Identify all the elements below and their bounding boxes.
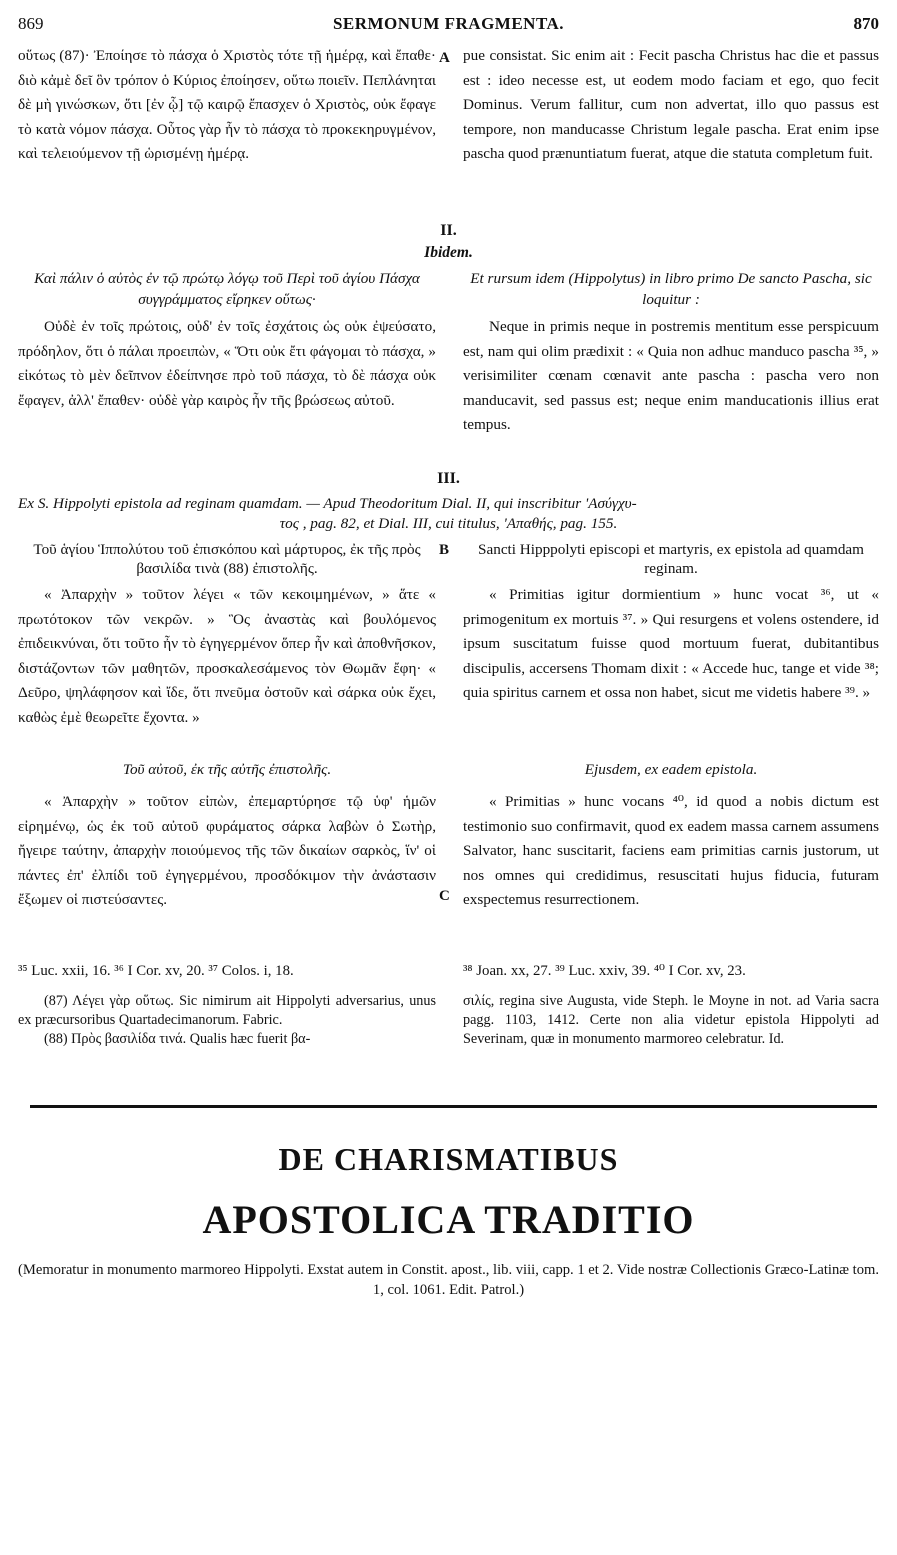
section-source-3-line2: τος , pag. 82, et Dial. III, cui titulus, 'Απαθής, pag. 155. [279, 515, 618, 532]
greek-heading-2: Καὶ πάλιν ὁ αὐτὸς ἐν τῷ πρώτῳ λόγῳ τοῦ Περὶ τοῦ ἁγίου Πάσχα συγγράμματος εἴρηκεν οὕτως· [34, 270, 420, 308]
latin-text-3b: « Primitias » hunc vocans ⁴⁰, id quod a nobis dictum est testimonio suo confirmavit, quod ex eadem massa carnem assumens Salvator, hanc suscitarit, faciens eam primitias carnis justorum, ut nos omnes qui credidimus, resuscitati hujus fiducia, futuram exspectemus resurrectionem. [463, 793, 879, 909]
right-column-number: 870 [853, 14, 879, 33]
latin-text-1: pue consistat. Sic enim ait : Fecit pascha Christus hac die et passus est : ideo necesse est, ut eodem modo faciam et ego, quo fecit Dominus. Verum fallitur, cum non advertat, illo quo passus est tempore, non manducasse Christum legale pascha. Erat enim ipse pascha quod prænuntiatum fuerat, atque die statuta completum fuit. [463, 47, 879, 163]
section-source-3-line1: Ex S. Hippolyti epistola ad reginam quamdam. — Apud Theodoritum Dial. II, qui inscribitur 'Ασύγχυ- [18, 495, 637, 512]
latin-heading-2: Et rursum idem (Hippolytus) in libro primo De sancto Pascha, sic loquitur : [470, 270, 872, 308]
section-source-2: Ibidem. [424, 244, 473, 261]
greek-heading-3b: Τοῦ αὐτοῦ, ἐκ τῆς αὐτῆς ἐπιστολῆς. [122, 761, 332, 778]
section-numeral-3: III. [437, 470, 460, 487]
latin-heading-3b: Ejusdem, ex eadem epistola. [584, 761, 758, 778]
greek-text-1: οὕτως (87)· Ἐποίησε τὸ πάσχα ὁ Χριστὸς τότε τῇ ἡμέρᾳ, καὶ ἔπαθε· διὸ κἀμὲ δεῖ ὃν τρόπον ὁ Κύριος ἐποίησεν, οὕτω ποιεῖν. Πεπλάνηται δὲ μὴ γινώσκων, ὅτι [ἐν ᾧ] τῷ καιρῷ ἔπασχεν ὁ Χριστὸς, οὐκ ἔφαγε τὸ κατὰ νόμον πάσχα. Οὗτος γὰρ ἦν τὸ πάσχα τὸ προκεκηρυγμένον, καὶ τελειούμενον τῇ ὡρισμένῃ ἡμέρᾳ. [18, 47, 436, 163]
footnote-87: (87) Λέγει γὰρ οὕτως. Sic nimirum ait Hippolyti adversarius, unus ex præcursoribus Quartadecimanorum. Fabric. [18, 993, 436, 1028]
footnote-88-continued: σιλίς, regina sive Augusta, vide Steph. le Moyne in not. ad Varia sacra pagg. 1103, 1412. Certe non alia videtur epistola Hippolyti ad Severinam, quæ in monumento marmoreo celebratur. Id. [463, 993, 879, 1047]
treatise-title-line2: APOSTOLICA TRADITIO [202, 1197, 695, 1242]
latin-heading-3: Sancti Hipppolyti episcopi et martyris, ex epistola ad quamdam reginam. [478, 541, 864, 577]
section-numeral-2: II. [440, 222, 457, 239]
running-header [18, 14, 879, 36]
greek-text-3b: « Ἀπαρχὴν » τοῦτον εἰπὼν, ἐπεμαρτύρησε τῷ ὑφ' ἡμῶν εἰρημένῳ, ὡς ἐκ τοῦ αὐτοῦ φυράματος σάρκα λαβὼν ὁ Σωτὴρ, ἤγειρε ταύτην, ἀπαρχὴν ποιούμενος τῆς τῶν δικαίων σαρκὸς, ἵν' οἱ πάντες ἐπ' ἐλπίδι τοῦ ἐγηγερμένου, προσδόκιμον τὴν ἀνάστασιν ἔξωμεν οἱ πιστεύσαντες. [18, 793, 436, 909]
treatise-title-line1: DE CHARISMATIBUS [278, 1141, 619, 1177]
running-title: SERMONUM FRAGMENTA. [332, 14, 565, 33]
greek-text-2: Οὐδὲ ἐν τοῖς πρώτοις, οὐδ' ἐν τοῖς ἐσχάτοις ὡς οὐκ ἐψεύσατο, πρόδηλον, ὅτι ὁ πάλαι προειπὼν, « Ὅτι οὐκ ἔτι φάγομαι τὸ πάσχα, » εἰκότως τὸ μὲν δεῖπνον ἐδείπνησε πρὸ τοῦ πάσχα, τὸ δὲ πάσχα οὐκ ἔφαγεν, ἀλλ' ἔπαθεν· οὐδὲ γὰρ καιρὸς ἦν τῆς βρώσεως αὐτοῦ. [18, 318, 436, 409]
latin-text-3: « Primitias igitur dormientium » hunc vocat ³⁶, ut « primogenitum ex mortuis ³⁷. » Qui resurgens et volens ostendere, id ipsum suscitatum fuisse quod mortuum fuerat, dubitantibus discipulis, accersens Thomam dixit : « Accede huc, tange et vide ³⁸; quia spiritus carnem et ossa non habet, sicut me videtis habere ³⁹. » [463, 586, 879, 702]
margin-letter-c: C [439, 888, 450, 904]
scripture-refs-right: ³⁸ Joan. xx, 27. ³⁹ Luc. xxiv, 39. ⁴⁰ I Cor. xv, 23. [463, 963, 746, 979]
latin-text-2: Neque in primis neque in postremis mentitum esse perspicuum est, nam qui olim prædixit : « Quia non adhuc manduco pascha ³⁵, » verisimiliter cœnam cœnavit ante pascha : pascha vero non manducavit, sed passus est; neque enim manducationis illius erat tempus. [463, 318, 879, 434]
left-column-number: 869 [18, 14, 44, 33]
scripture-refs-left: ³⁵ Luc. xxii, 16. ³⁶ I Cor. xv, 20. ³⁷ Colos. i, 18. [18, 963, 294, 979]
footnotes-left [18, 992, 436, 1049]
footnotes-right [463, 992, 879, 1049]
treatise-note: (Memoratur in monumento marmoreo Hippolyti. Exstat autem in Constit. apost., lib. viii, capp. 1 et 2. Vide nostræ Collectionis Græco-Latinæ tom. 1, col. 1061. Edit. Patrol.) [18, 1262, 879, 1298]
margin-letter-b: B [439, 542, 450, 558]
section-divider-rule [30, 1105, 877, 1108]
margin-letter-a: A [439, 50, 450, 66]
greek-text-3: « Ἀπαρχὴν » τοῦτον λέγει « τῶν κεκοιμημένων, » ἅτε « πρωτότοκον τῶν νεκρῶν. » Ὃς ἀναστὰς καὶ βουλόμενος ἐπιδεικνύναι, ὅτι τοῦτο ἦν τὸ ἐγηγερμένον ὅπερ ἦν καὶ ἀποθνῆσκον, διστάζοντων τῶν μαθητῶν, προσκαλεσάμενος τὸν Θωμᾶν ἔφη· « Δεῦρο, ψηλάφησον καὶ ἴδε, ὅτι πνεῦμα ὀστοῦν καὶ σάρκα οὐκ ἔχει, καθὼς ἐμὲ θεωρεῖτε ἔχοντα. » [18, 586, 436, 726]
footnote-88: (88) Πρὸς βασιλίδα τινά. Qualis hæc fuerit βα- [44, 1031, 311, 1047]
greek-heading-3: Τοῦ ἁγίου Ἱππολύτου τοῦ ἐπισκόπου καὶ μάρτυρος, ἐκ τῆς πρὸς βασιλίδα τινὰ (88) ἐπιστολῆς. [33, 541, 421, 577]
